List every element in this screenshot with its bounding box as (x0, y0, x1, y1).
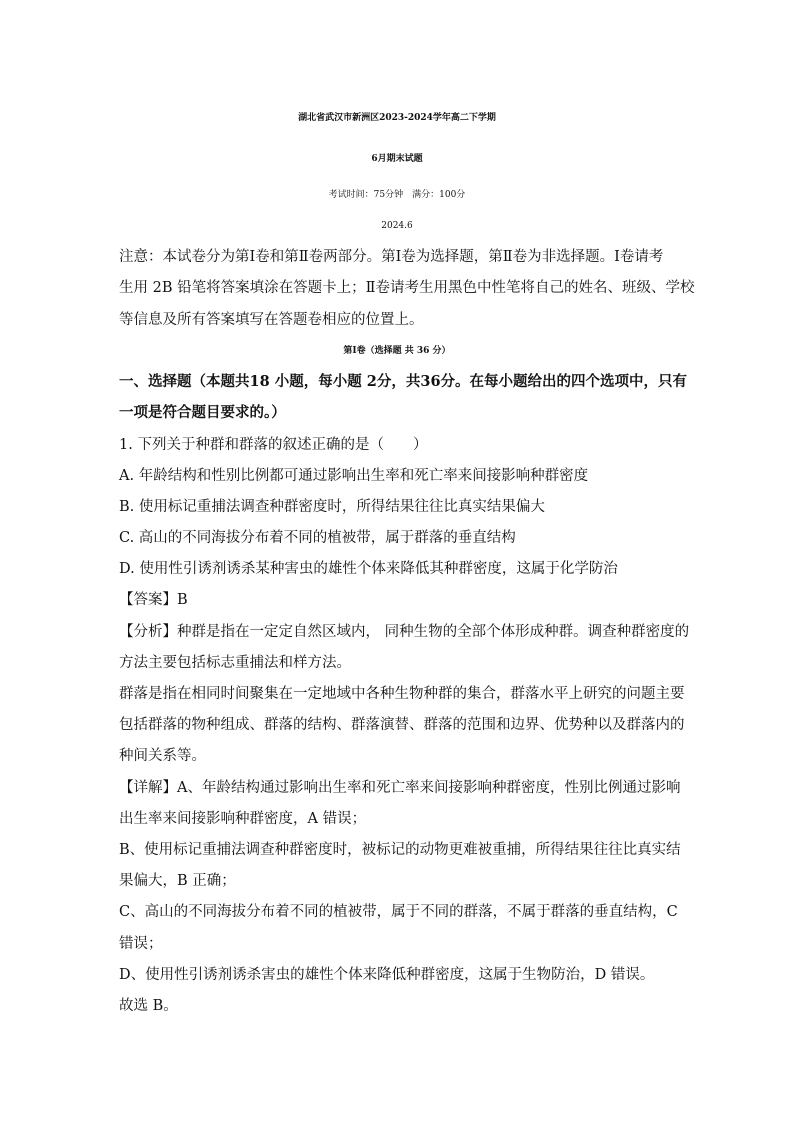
detail-line: D、使用性引诱剂诱杀害虫的雄性个体来降低种群密度，这属于生物防治，D 错误。 (119, 967, 655, 983)
option-c: C. 高山的不同海拔分布着不同的植被带，属于群落的垂直结构 (119, 530, 516, 546)
page-title-line-2: 6月期末试题 (371, 154, 423, 164)
detail-line: 果偏大，B 正确； (119, 873, 236, 889)
analysis-line: 群落是指在相同时间聚集在一定地域中各种生物种群的集合，群落水平上研究的问题主要 (119, 686, 685, 702)
page-title-line-1: 湖北省武汉市新洲区2023-2024学年高二下学期 (298, 113, 496, 123)
notice-line-1: 注意：本试卷分为第Ⅰ卷和第Ⅱ卷两部分。第Ⅰ卷为选择题，第Ⅱ卷为非选择题。Ⅰ卷请考 (119, 249, 664, 265)
detail-line: 故选 B。 (119, 998, 178, 1014)
section-instruction-line-1: 一、选择题（本题共18 小题，每小题 2分，共36分。在每小题给出的四个选项中，只有 (119, 373, 688, 390)
analysis-line: 【分析】种群是指在一定定自然区域内， 同种生物的全部个体形成种群。调查种群密度的 (119, 624, 690, 640)
question-stem: 1. 下列关于种群和群落的叙述正确的是（ ） (119, 437, 428, 453)
section-instruction-line-2: 一项是符合题目要求的。） (119, 404, 286, 421)
part1-heading: 第Ⅰ卷（选择题 共 36 分） (343, 346, 451, 356)
detail-line: 【详解】A、年龄结构通过影响出生率和死亡率来间接影响种群密度，性别比例通过影响 (119, 780, 681, 796)
notice-line-3: 等信息及所有答案填写在答题卷相应的位置上。 (119, 312, 424, 328)
analysis-line: 方法主要包括标志重捕法和样方法。 (119, 655, 351, 671)
analysis-line: 包括群落的物种组成、群落的结构、群落演替、群落的范围和边界、优势种以及群落内的 (119, 717, 685, 733)
detail-line: 出生率来间接影响种群密度，A 错误； (119, 811, 367, 827)
answer-line: 【答案】B (119, 592, 188, 608)
detail-line: C、高山的不同海拔分布着不同的植被带，属于不同的群落，不属于群落的垂直结构，C (119, 904, 678, 920)
exam-info: 考试时间：75分钟 满分：100分 (328, 190, 466, 200)
analysis-line: 种间关系等。 (119, 748, 206, 764)
exam-date: 2024.6 (381, 221, 413, 231)
notice-line-2: 生用 2B 铅笔将答案填涂在答题卡上；Ⅱ卷请考生用黑色中性笔将自己的姓名、班级、学校 (119, 280, 695, 296)
detail-line: 错误； (119, 936, 163, 952)
option-b: B. 使用标记重捕法调查种群密度时，所得结果往往比真实结果偏大 (119, 499, 545, 515)
option-a: A. 年龄结构和性别比例都可通过影响出生率和死亡率来间接影响种群密度 (119, 468, 589, 484)
detail-line: B、使用标记重捕法调查种群密度时，被标记的动物更难被重捕，所得结果往往比真实结 (119, 842, 681, 858)
option-d: D. 使用性引诱剂诱杀某种害虫的雄性个体来降低其种群密度，这属于化学防治 (119, 561, 618, 577)
